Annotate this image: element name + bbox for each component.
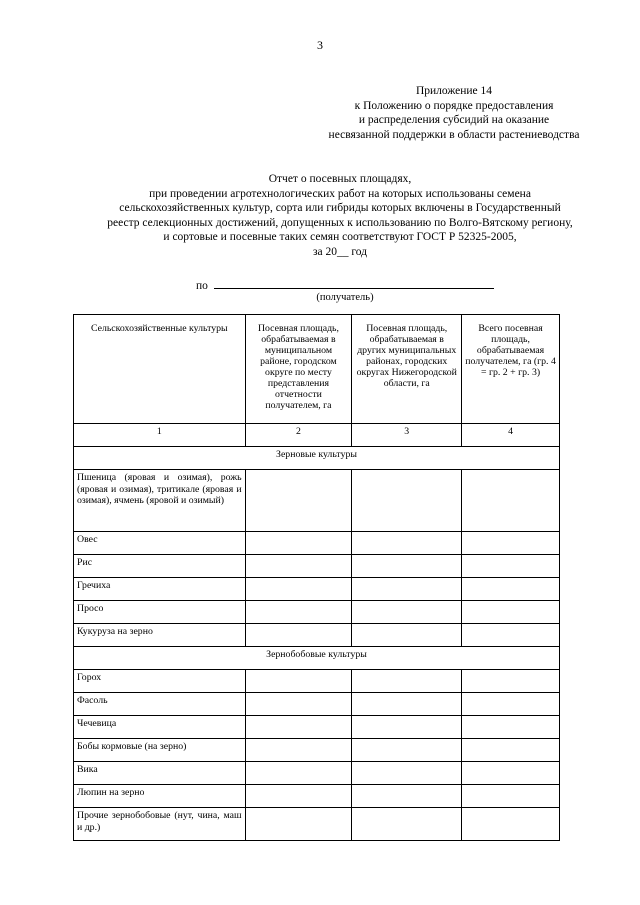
table-row	[74, 808, 560, 841]
appendix-header	[304, 84, 604, 142]
area-total-cell[interactable]	[462, 555, 560, 578]
section-row	[74, 447, 560, 470]
column-number: 4	[462, 424, 560, 447]
crop-name: Кукуруза на зерно	[74, 624, 246, 647]
header-crops: Сельскохозяйственные культуры	[74, 315, 246, 424]
area-other-cell[interactable]	[352, 624, 462, 647]
table-row	[74, 624, 560, 647]
area-total-cell[interactable]	[462, 601, 560, 624]
page-number: 3	[317, 38, 323, 52]
column-number-row	[74, 424, 560, 447]
crop-name: Овес	[74, 532, 246, 555]
crop-name: Люпин на зерно	[74, 785, 246, 808]
area-total-cell[interactable]	[462, 624, 560, 647]
column-number: 1	[74, 424, 246, 447]
area-local-cell[interactable]	[245, 624, 352, 647]
area-local-cell[interactable]	[245, 762, 352, 785]
table-row	[74, 601, 560, 624]
recipient-caption: (получатель)	[316, 292, 374, 303]
table-header-row	[74, 315, 560, 424]
header-area-other: Посевная площадь, обрабатываемая в других муниципальных районах, городских округах Нижегородской области, га	[352, 315, 462, 424]
header-area-total: Всего посевная площадь, обрабатываемая получателем, га (гр. 4 = гр. 2 + гр. 3)	[462, 315, 560, 424]
area-total-cell[interactable]	[462, 532, 560, 555]
crop-name: Прочие зернобобовые (нут, чина, маш и др.)	[74, 808, 246, 841]
table-row	[74, 532, 560, 555]
table-row	[74, 716, 560, 739]
table-row	[74, 578, 560, 601]
area-total-cell[interactable]	[462, 739, 560, 762]
column-number: 2	[245, 424, 352, 447]
crop-name: Просо	[74, 601, 246, 624]
title-line: при проведении агротехнологических работ на которых использованы семена	[149, 187, 531, 200]
area-total-cell[interactable]	[462, 578, 560, 601]
appendix-line: и распределения субсидий на оказание	[358, 114, 550, 126]
area-other-cell[interactable]	[352, 739, 462, 762]
area-other-cell[interactable]	[352, 693, 462, 716]
table-row	[74, 762, 560, 785]
appendix-line: Приложение 14	[415, 85, 493, 97]
table-row	[74, 470, 560, 532]
appendix-line: к Положению о порядке предоставления	[354, 99, 554, 112]
header-area-local: Посевная площадь, обрабатываемая в муниципальном районе, городском округе по месту представления отчетности получателем, га	[245, 315, 352, 424]
area-other-cell[interactable]	[352, 555, 462, 578]
area-local-cell[interactable]	[245, 716, 352, 739]
title-line: реестр селекционных достижений, допущенных к использованию по Волго-Вятскому региону,	[107, 216, 573, 229]
area-local-cell[interactable]	[245, 808, 352, 841]
crop-name: Пшеница (яровая и озимая), рожь (яровая и озимая), тритикале (яровая и озимая), ячмень (яровой и озимый)	[74, 470, 246, 532]
crop-name: Вика	[74, 762, 246, 785]
table-row	[74, 739, 560, 762]
area-local-cell[interactable]	[245, 601, 352, 624]
column-number: 3	[352, 424, 462, 447]
area-total-cell[interactable]	[462, 470, 560, 532]
area-other-cell[interactable]	[352, 601, 462, 624]
table-row	[74, 555, 560, 578]
area-total-cell[interactable]	[462, 670, 560, 693]
area-other-cell[interactable]	[352, 670, 462, 693]
section-title: Зерновые культуры	[74, 447, 560, 470]
area-local-cell[interactable]	[245, 470, 352, 532]
area-other-cell[interactable]	[352, 808, 462, 841]
section-title: Зернобобовые культуры	[74, 647, 560, 670]
title-line: и сортовые и посевные таких семян соответствуют ГОСТ Р 52325-2005,	[163, 231, 517, 243]
report-title	[40, 172, 640, 259]
table-row	[74, 670, 560, 693]
area-other-cell[interactable]	[352, 785, 462, 808]
crop-name: Горох	[74, 670, 246, 693]
crop-name: Фасоль	[74, 693, 246, 716]
recipient-blank-line[interactable]	[214, 278, 494, 289]
table-row	[74, 693, 560, 716]
crop-name: Рис	[74, 555, 246, 578]
area-local-cell[interactable]	[245, 578, 352, 601]
area-other-cell[interactable]	[352, 470, 462, 532]
report-table	[73, 314, 560, 841]
title-line: Отчет о посевных площадях,	[268, 173, 412, 185]
recipient-field	[196, 278, 494, 292]
area-other-cell[interactable]	[352, 578, 462, 601]
recipient-prefix: по	[196, 280, 208, 292]
crop-name: Чечевица	[74, 716, 246, 739]
area-local-cell[interactable]	[245, 670, 352, 693]
area-other-cell[interactable]	[352, 762, 462, 785]
title-line: сельскохозяйственных культур, сорта или гибриды которых включены в Государственный	[119, 202, 561, 214]
area-local-cell[interactable]	[245, 739, 352, 762]
appendix-line: несвязанной поддержки в области растениеводства	[328, 128, 580, 141]
area-total-cell[interactable]	[462, 693, 560, 716]
table-row	[74, 785, 560, 808]
area-local-cell[interactable]	[245, 532, 352, 555]
area-total-cell[interactable]	[462, 716, 560, 739]
area-total-cell[interactable]	[462, 762, 560, 785]
area-other-cell[interactable]	[352, 716, 462, 739]
section-row	[74, 647, 560, 670]
area-local-cell[interactable]	[245, 785, 352, 808]
area-local-cell[interactable]	[245, 693, 352, 716]
crop-name: Гречиха	[74, 578, 246, 601]
title-line: за 20__ год	[312, 245, 368, 258]
area-other-cell[interactable]	[352, 532, 462, 555]
area-total-cell[interactable]	[462, 808, 560, 841]
area-total-cell[interactable]	[462, 785, 560, 808]
crop-name: Бобы кормовые (на зерно)	[74, 739, 246, 762]
area-local-cell[interactable]	[245, 555, 352, 578]
